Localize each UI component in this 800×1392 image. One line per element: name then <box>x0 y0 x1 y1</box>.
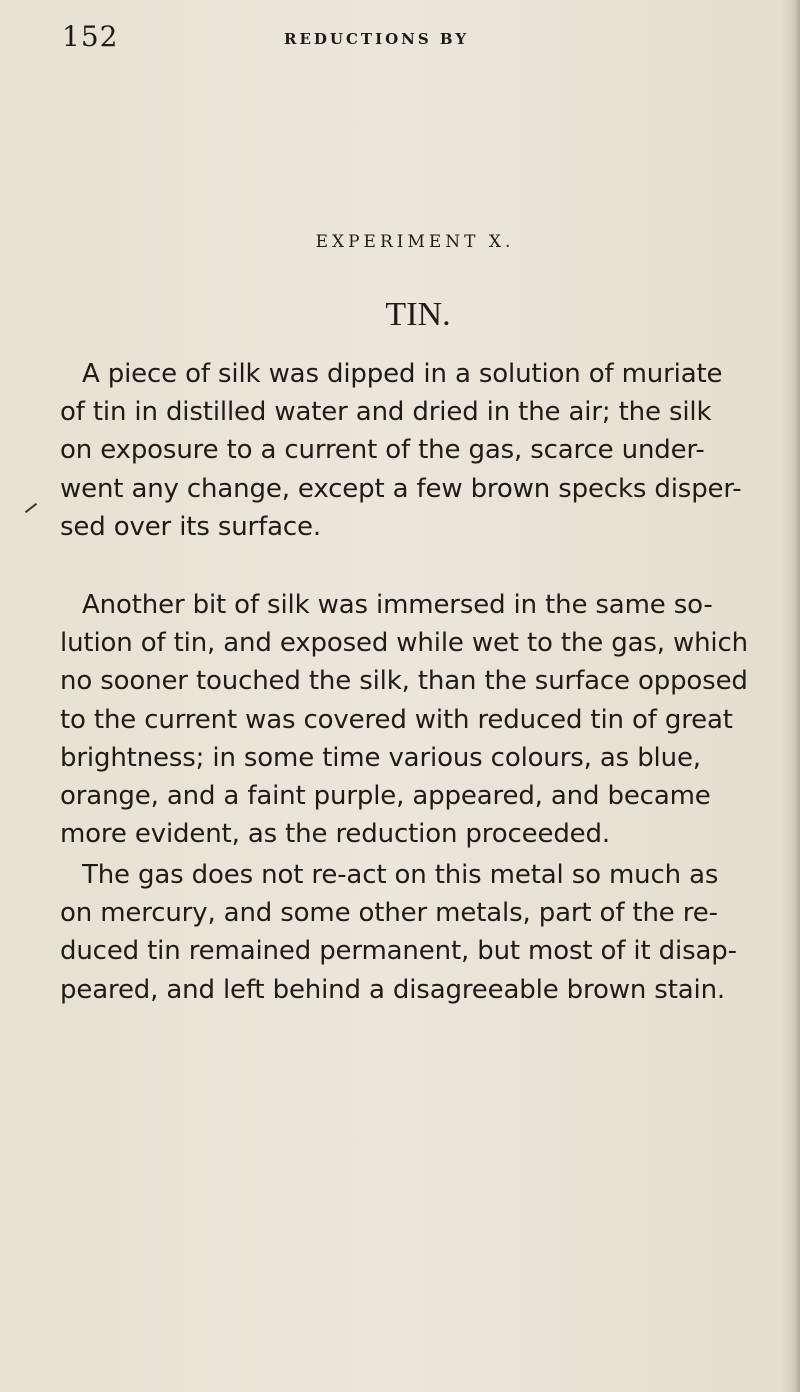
paragraph-line: more evident, as the reduction proceeded. <box>60 819 610 850</box>
paragraph-line: Another bit of silk was immersed in the same so- <box>82 590 713 620</box>
paragraph-line: to the current was covered with reduced tin of great <box>60 704 733 735</box>
paragraph-line: A piece of silk was dipped in a solution of muriate <box>82 359 723 389</box>
paragraph-line: no sooner touched the silk, than the surface opposed <box>60 666 748 697</box>
margin-mark <box>25 503 37 513</box>
paragraph-1 <box>60 355 755 546</box>
page-number: 152 <box>62 20 119 53</box>
paragraph-line: brightness; in some time various colours, as blue, <box>60 742 701 773</box>
paragraph-line: peared, and left behind a disagreeable brown stain. <box>60 974 726 1005</box>
paragraph-line: on mercury, and some other metals, part of the re- <box>60 898 718 929</box>
paragraph-line: lution of tin, and exposed while wet to the gas, which <box>60 628 748 659</box>
experiment-heading: EXPERIMENT X. <box>315 232 515 252</box>
paragraph-3 <box>60 856 755 1009</box>
paragraph-line: duced tin remained permanent, but most of it disap- <box>60 936 737 967</box>
running-title: REDUCTIONS BY <box>284 30 470 48</box>
paragraph-line: orange, and a faint purple, appeared, and became <box>60 781 711 812</box>
section-title: TIN. <box>385 296 451 333</box>
paragraph-line: of tin in distilled water and dried in the air; the silk <box>60 397 712 428</box>
paragraph-line: on exposure to a current of the gas, scarce under- <box>60 435 705 466</box>
paragraph-line: The gas does not re-act on this metal so much as <box>82 860 719 890</box>
paragraph-line: went any change, except a few brown specks disper- <box>60 473 742 504</box>
page-edge-shadow <box>782 0 800 1392</box>
paragraph-2 <box>60 586 755 853</box>
running-header <box>62 20 762 60</box>
paragraph-line: sed over its surface. <box>60 511 321 542</box>
